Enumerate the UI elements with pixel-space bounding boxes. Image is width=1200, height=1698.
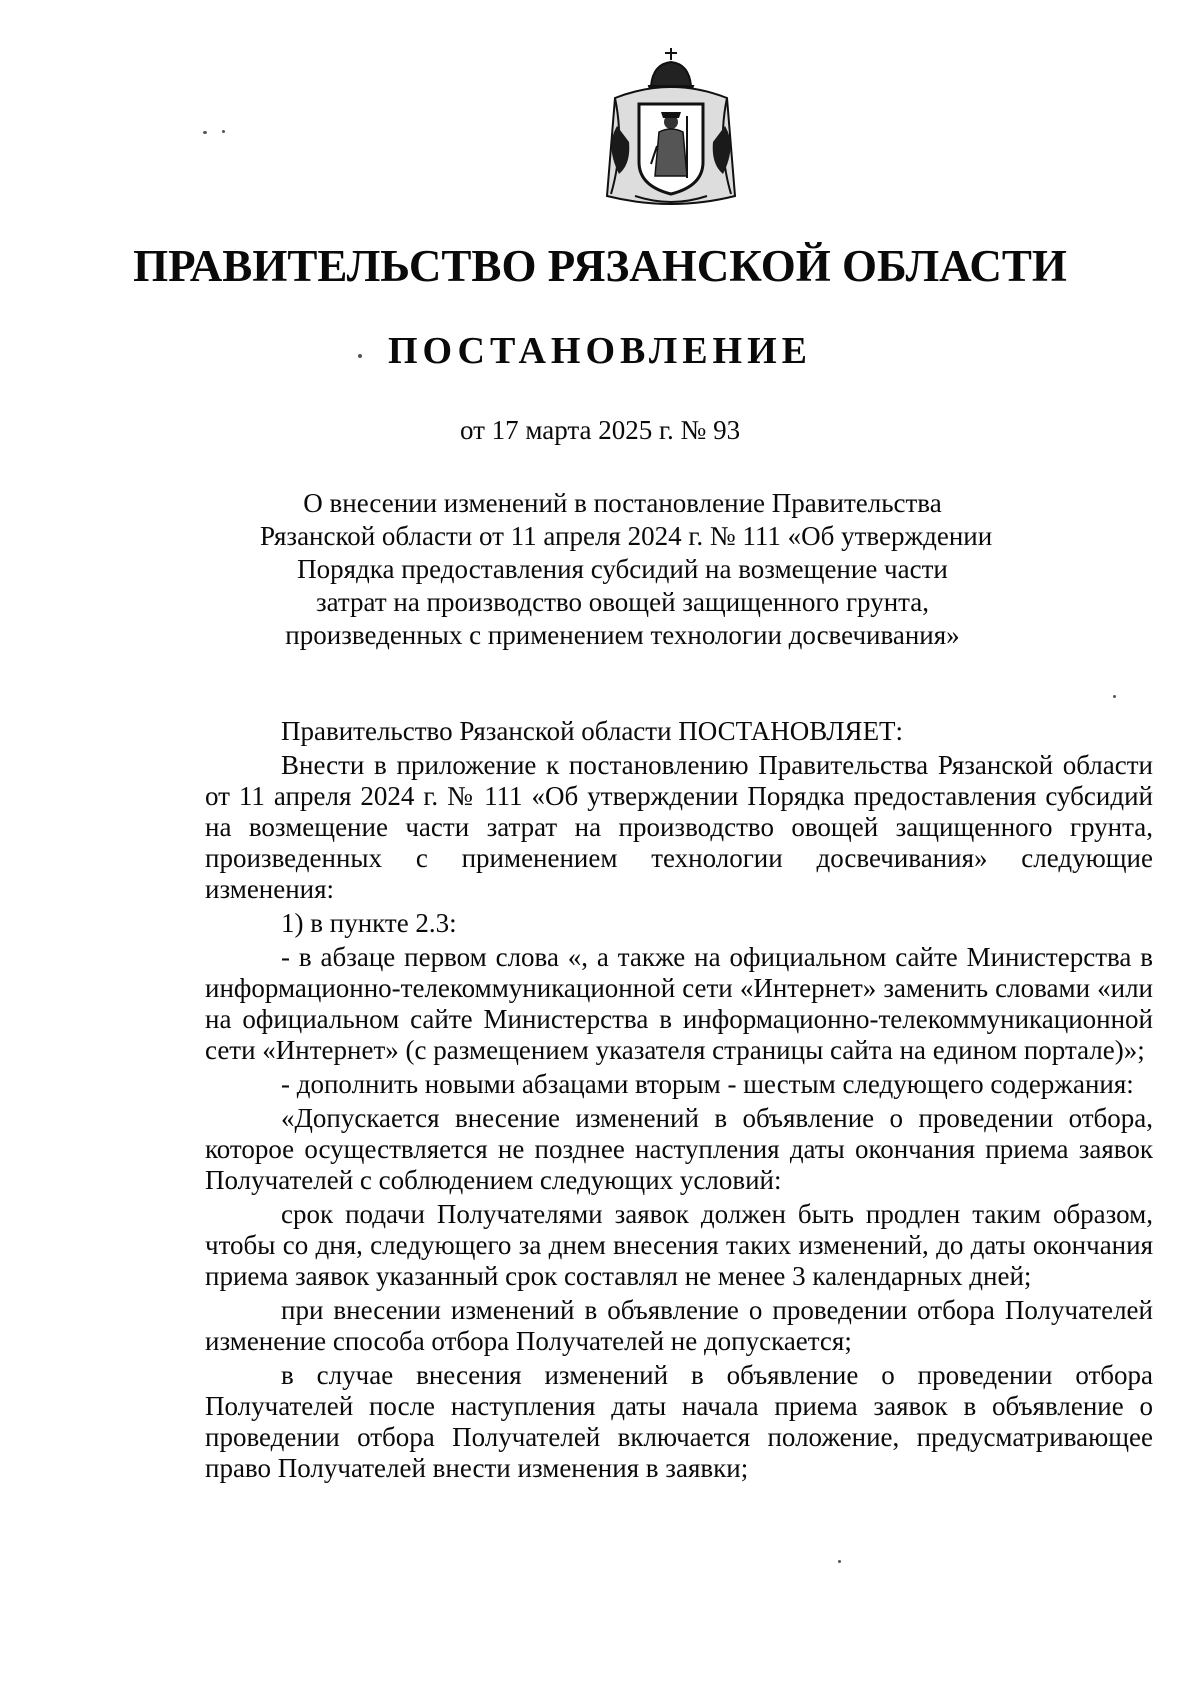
- document-subject: [260, 487, 993, 652]
- body-paragraph: в случае внесения изменений в объявление о проведении отбора Получателей после наступления даты начала приема заявок в объявление о проведении отбора Получателей включается положение, предусматривающее право Получателей внести изменения в заявки;: [205, 1360, 1153, 1483]
- scan-speck: [203, 131, 207, 134]
- scan-speck: [1113, 695, 1116, 698]
- subject-line: произведенных с применением технологии досвечивания»: [285, 620, 960, 650]
- body-paragraph: «Допускается внесение изменений в объявление о проведении отбора, которое осуществляется не позднее наступления даты окончания приема заявок Получателей с соблюдением следующих условий:: [205, 1103, 1153, 1195]
- subject-line: О внесении изменений в постановление Правительства: [303, 488, 942, 518]
- document-type-heading: ПОСТАНОВЛЕНИЕ: [387, 330, 813, 372]
- scan-speck: [222, 130, 225, 133]
- resolution-preamble: Правительство Рязанской области ПОСТАНОВЛЯЕТ:: [281, 716, 904, 746]
- scan-speck: [358, 354, 362, 358]
- scan-speck: [838, 1560, 841, 1563]
- document-body: [205, 716, 1153, 1487]
- subject-line: затрат на производство овощей защищенного грунта,: [315, 587, 930, 617]
- subject-line: Рязанской области от 11 апреля 2024 г. № 111 «Об утверждении: [260, 521, 993, 551]
- subject-line: Порядка предоставления субсидий на возмещение части: [297, 554, 948, 584]
- body-paragraph: - дополнить новыми абзацами вторым - шестым следующего содержания:: [281, 1069, 1134, 1099]
- body-paragraph: срок подачи Получателями заявок должен быть продлен таким образом, чтобы со дня, следующего за днем внесения таких изменений, до даты окончания приема заявок указанный срок составлял не менее 3 календарных дней;: [205, 1199, 1153, 1291]
- list-item-point: 1) в пункте 2.3:: [281, 908, 457, 938]
- body-paragraph: при внесении изменений в объявление о проведении отбора Получателей изменение способа отбора Получателей не допускается;: [205, 1295, 1153, 1356]
- coat-of-arms-emblem: [595, 46, 747, 214]
- government-title: ПРАВИТЕЛЬСТВО РЯЗАНСКОЙ ОБЛАСТИ: [133, 241, 1067, 291]
- body-paragraph: - в абзаце первом слова «, а также на официальном сайте Министерства в информационно-телекоммуникационной сети «Интернет» заменить словами «или на официальном сайте Министерства в информационно-телекоммуникационной сети «Интернет» (с размещением указателя страницы сайта на едином портале)»;: [205, 942, 1153, 1065]
- document-date-number: от 17 марта 2025 г. № 93: [459, 415, 741, 445]
- body-paragraph: Внести в приложение к постановлению Правительства Рязанской области от 11 апреля 2024 г. № 111 «Об утверждении Порядка предоставления субсидий на возмещение части затрат на производство овощей защищенного грунта, произведенных с применением технологии досвечивания» следующие изменения:: [205, 750, 1153, 904]
